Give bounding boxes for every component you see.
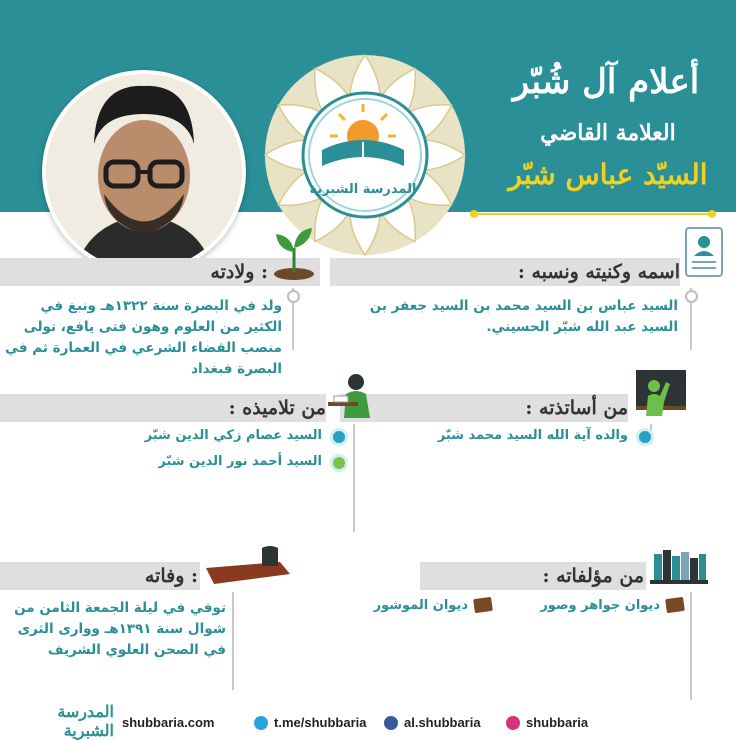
telegram-link[interactable]: t.me/shubbaria — [274, 715, 367, 730]
student-item: السيد عصام زكي الدين شبّر — [144, 428, 322, 443]
teacher-item: والده آية الله السيد محمد شبّر — [437, 428, 628, 443]
page-title: أعلام آل شُبّر — [512, 62, 700, 102]
books-icon — [648, 546, 710, 586]
logo-text: المدرسة الشبرية — [309, 182, 417, 197]
timeline-line — [353, 424, 355, 532]
divider-dot — [708, 210, 716, 218]
section-title-works: من مؤلفاته : — [542, 565, 644, 587]
section-title-teachers: من أساتذته : — [525, 397, 628, 419]
instagram-link[interactable]: shubbaria — [526, 715, 589, 730]
portrait-photo — [42, 70, 246, 274]
instagram-icon[interactable] — [506, 716, 520, 730]
timeline-dot — [287, 290, 300, 303]
sprout-icon — [270, 226, 318, 280]
footer-logo: المدرسة الشبرية — [57, 702, 114, 740]
page-subtitle: العلامة القاضي — [540, 120, 676, 146]
title-divider — [470, 213, 715, 215]
work-item: ديوان الموشور — [373, 598, 468, 613]
divider-dot — [470, 210, 478, 218]
teacher-board-icon — [632, 368, 690, 418]
facebook-icon[interactable] — [384, 716, 398, 730]
book-icon — [473, 597, 493, 613]
birth-text: ولد في البصرة سنة ١٣٢٢هـ ونبغ في الكثير من العلوم وهون فتى يافع، تولى منصب القضاء الشرعي في العمارة ثم في البصرة فبغداد — [5, 298, 282, 377]
portrait-figure-icon — [46, 74, 242, 270]
facebook-link[interactable]: al.shubbaria — [404, 715, 481, 730]
document-profile-icon — [684, 226, 724, 278]
timeline-dot — [685, 290, 698, 303]
website-link[interactable]: shubbaria.com — [122, 715, 215, 730]
bullet-icon — [636, 428, 654, 446]
school-logo — [300, 90, 426, 210]
telegram-icon[interactable] — [254, 716, 268, 730]
timeline-line — [232, 592, 234, 690]
grave-icon — [200, 544, 294, 590]
section-title-lineage: اسمه وكنيته ونسبه : — [517, 261, 680, 283]
student-desk-icon — [326, 372, 376, 420]
book-icon — [665, 597, 685, 613]
bullet-icon — [330, 454, 348, 472]
book-sun-logo-icon — [300, 90, 426, 182]
death-text: توفي في ليلة الجمعة الثامن من شوال سنة ١٣٩١هـ ووارى الثرى في الصحن العلوي الشريف — [14, 600, 226, 658]
work-item: ديوان جواهر وصور — [540, 598, 660, 613]
section-title-students: من تلاميذه : — [228, 397, 326, 419]
student-item: السيد أحمد نور الدين شبّر — [158, 454, 322, 469]
lineage-text: السيد عباس بن السيد محمد بن السيد جعفر بن السيد عبد الله شبّر الحسيني. — [369, 298, 678, 335]
bullet-icon — [330, 428, 348, 446]
section-title-death: : وفاته — [144, 565, 198, 587]
person-name: السيّد عباس شبّر — [508, 158, 708, 191]
section-title-birth: : ولادته — [210, 261, 268, 283]
timeline-line — [690, 592, 692, 700]
